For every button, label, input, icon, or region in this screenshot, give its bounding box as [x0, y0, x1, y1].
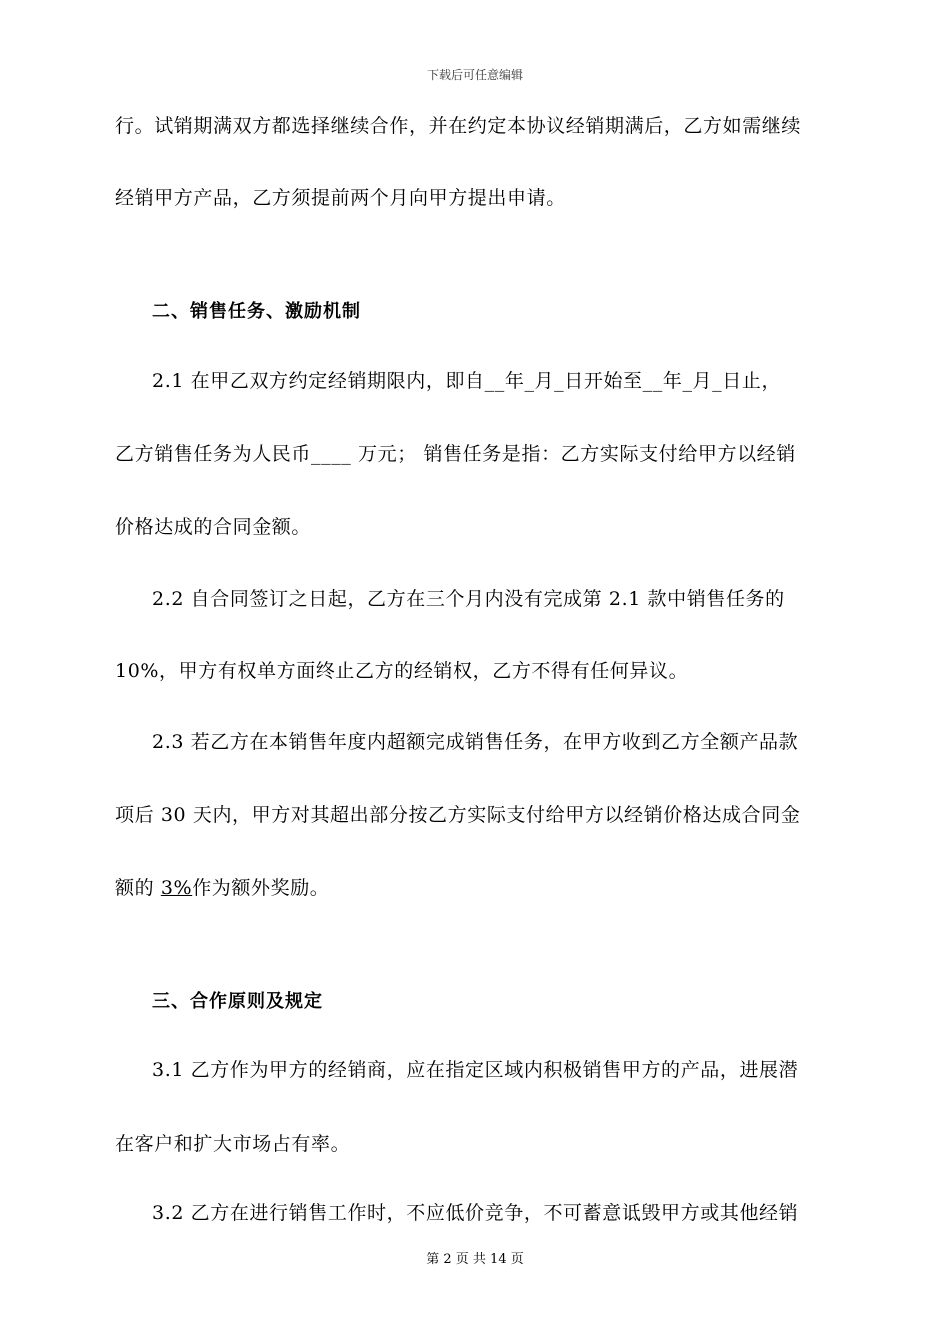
- section-heading-3: 三、合作原则及规定: [152, 991, 323, 1012]
- clause-2-3-suffix: 作为额外奖励。: [192, 877, 330, 899]
- paragraph-line: 行。试销期满双方都选择继续合作，并在约定本协议经销期满后，乙方如需继续: [115, 115, 802, 137]
- clause-2-2-line: 10%，甲方有权单方面终止乙方的经销权，乙方不得有任何异议。: [115, 660, 689, 682]
- clause-2-3-line: 项后 30 天内，甲方对其超出部分按乙方实际支付给甲方以经销价格达成合同金: [115, 804, 801, 826]
- clause-3-1-line: 在客户和扩大市场占有率。: [115, 1133, 351, 1155]
- clause-3-2-line: 3.2 乙方在进行销售工作时，不应低价竞争，不可蓄意诋毁甲方或其他经销: [152, 1202, 799, 1224]
- clause-2-1-line: 2.1 在甲乙双方约定经销期限内，即自__年_月_日开始至__年_月_日止，: [152, 370, 782, 392]
- page-footer: 第 2 页 共 14 页: [426, 1252, 524, 1267]
- bonus-percentage: 3%: [160, 877, 193, 899]
- clause-2-3-line: 2.3 若乙方在本销售年度内超额完成销售任务，在甲方收到乙方全额产品款: [152, 731, 799, 753]
- clause-2-1-line: 价格达成的合同金额。: [115, 516, 312, 538]
- page-header: 下载后可任意编辑: [426, 68, 523, 82]
- clause-2-2-line: 2.2 自合同签订之日起，乙方在三个月内没有完成第 2.1 款中销售任务的: [152, 588, 785, 610]
- clause-3-1-line: 3.1 乙方作为甲方的经销商，应在指定区域内积极销售甲方的产品，进展潜: [152, 1059, 799, 1081]
- clause-2-3-line: [115, 876, 835, 900]
- paragraph-line: 经销甲方产品，乙方须提前两个月向甲方提出申请。: [115, 187, 566, 209]
- section-heading-2: 二、销售任务、激励机制: [152, 301, 361, 322]
- clause-2-1-line: 乙方销售任务为人民币____ 万元； 销售任务是指：乙方实际支付给甲方以经销: [115, 443, 796, 465]
- clause-2-3-prefix: 额的: [115, 877, 161, 899]
